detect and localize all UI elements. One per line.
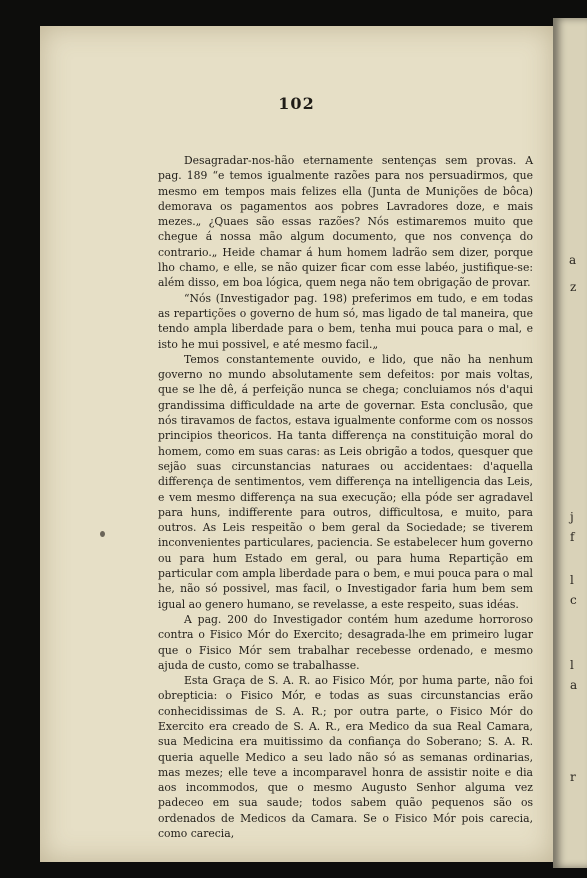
adjacent-page-fragment: j [570,510,574,524]
paragraph: “Nós (Investigador pag. 198) preferimos em tudo, e em todas as repartições o governo de hum só, mas ligado de tal maneira, que tendo ampla liberdade para o bem, tenha mui pouca para o mal, e isto he mui possivel, e até mesmo facil.„ [158,291,533,351]
adjacent-page-fragment: f [570,530,575,544]
paragraph: Temos constantemente ouvido, e lido, que não ha nenhum governo no mundo absolutamente sem defeitos: por mais voltas, que se lhe dê, á perfeição nunca se chega; concluiamos nós d'aqui grandissima difficuldade na arte de governar. Esta conclusão, que nós tiravamos de factos, estava igualmente conforme com os nossos principios theoricos. Ha tanta differença na constituição moral do homem, como em suas caras: as Leis obrigão a todos, quesquer que sejão suas circunstancias naturaes ou accidentaes: d'aquella differença de sentimentos, vem differença na intelligencia das Leis, e vem mesmo differença na sua execução; ella póde ser agradavel para huns, indifferente para outros, difficultosa, e muito, para outros. As Leis respeitão o bem geral da Sociedade; se tiverem inconvenientes particulares, paciencia. Se estabelecer hum governo ou para hum Estado em geral, ou para huma Repartição em particular com ampla liberdade para o bem, e mui pouca para o mal he, não só possivel, mas facil, o Investigador faria hum bem sem igual ao genero humano, se revelasse, a este respeito, suas idéas. [158,352,533,611]
paragraph: Desagradar-nos-hão eternamente sentenças sem provas. A pag. 189 “e temos igualmente razões para nos persuadirmos, que mesmo em tempos mais felizes ella (Junta de Munições de bôca) demorava os pagamentos aos pobres Lavradores doze, e mais mezes.„ ¿Quaes são essas razões? Nós estimaremos muito que chegue á nossa mão algum documento, que nos convença do contrario.„ Heide chamar á hum homem ladrão sem dizer, porque lho chamo, e elle, se não quizer ficar com esse labéo, justifique-se: além disso, em boa lógica, quem nega não tem obrigação de provar. [158,154,533,290]
adjacent-page-fragment: l [570,658,574,672]
body-text [158,153,533,841]
adjacent-page-fragment: z [570,280,577,294]
paragraph: A pag. 200 do Investigador contém hum azedume horroroso contra o Fisico Mór do Exercito; desagrada-lhe em primeiro lugar que o Fisico Mór sem trabalhar recebesse ordenado, e mesmo ajuda de custo, como se trabalhasse. [158,612,533,672]
paragraph: Esta Graça de S. A. R. ao Fisico Mór, por huma parte, não foi obrepticia: o Fisico Mór, e todas as suas circunstancias erão conhecidissimas de S. A. R.; por outra parte, o Fisico Mór do Exercito era creado de S. A. R., era Medico da sua Real Camara, sua Medicina era muitissimo da confiança do Soberano; S. A. R. queria aquelle Medico a seu lado não só as semanas ordinarias, mas mezes; elle teve a incomparavel honra de assistir noite e dia aos incommodos, que o mesmo Augusto Senhor alguma vez padeceo em sua saude; todos sabem quão pequenos são os ordenados de Medicos da Camara. Se o Fisico Mór pois carecia, como carecia, [158,674,533,841]
adjacent-page-edge [553,18,587,868]
adjacent-page-fragment: l [570,573,574,587]
book-page [40,26,553,862]
page-number: 102 [278,94,315,113]
paper-stain [100,531,105,537]
adjacent-page-fragment: a [569,253,577,267]
adjacent-page-fragment: r [570,770,576,784]
adjacent-page-fragment: a [570,678,578,692]
adjacent-page-fragment: c [570,593,577,607]
